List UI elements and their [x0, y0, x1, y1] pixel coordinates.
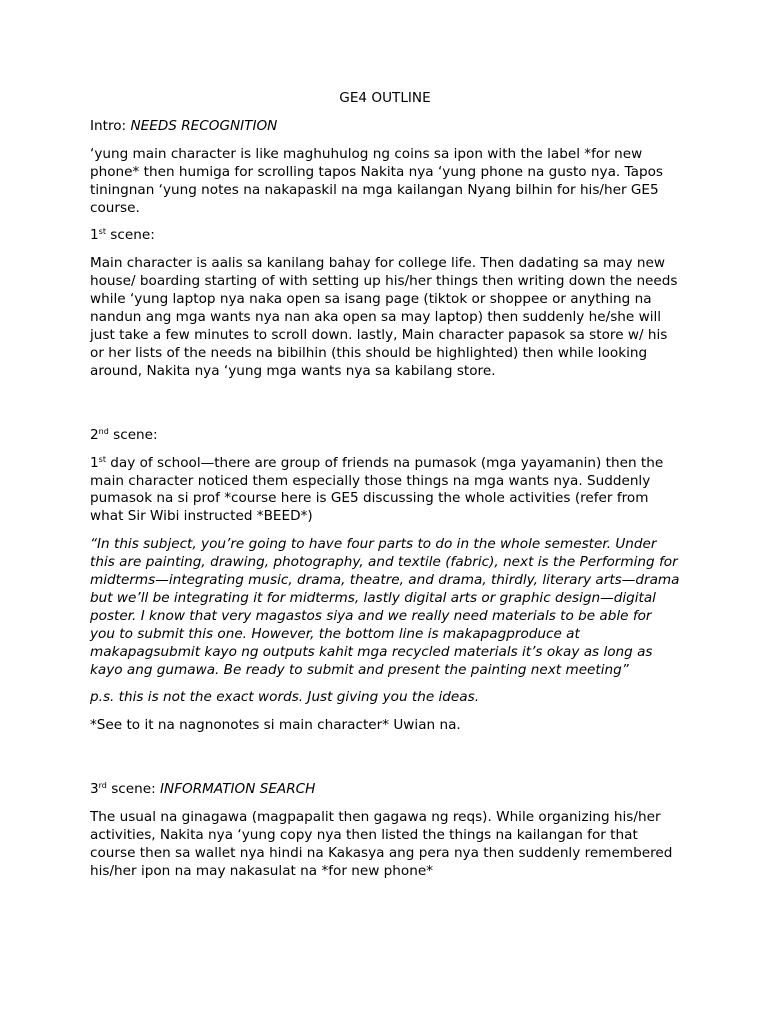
- scene1-paragraph: Main character is aalis sa kanilang bahay for college life. Then dadating sa may new house/ boarding starting of with setting up his/her things then writing down the needs while ‘yung laptop nya naka open sa isang page (tiktok or shoppee or anything na nandun ang mga wants nya nan aka open sa may laptop) then suddenly he/she will just take a few minutes to scroll down. lastly, Main character papasok sa store w/ his or her lists of the needs na bibilhin (this should be highlighted) then while looking around, Nakita nya ‘yung mga wants nya sa kabilang store.: [90, 255, 678, 379]
- scene2-day-ordinal: st: [98, 454, 106, 464]
- intro-label: Intro:: [90, 117, 131, 134]
- scene1-label: scene:: [105, 227, 155, 244]
- intro-heading: NEEDS RECOGNITION: [130, 117, 278, 134]
- scene3-paragraph: The usual na ginagawa (magpapalit then gagawa ng reqs). While organizing his/her activities, Nakita nya ‘yung copy nya then listed the things na kailangan for that course then sa wallet nya hindi na Kakasya ang pera nya then suddenly remembered his/her ipon na may nakasulat na *for new phone*: [90, 809, 673, 879]
- scene1-heading: [90, 227, 680, 245]
- intro-heading-line: [90, 118, 680, 136]
- scene2-number: 2: [90, 426, 99, 443]
- scene1-number: 1: [90, 227, 99, 244]
- scene2-text: day of school—there are group of friends na pumasok (mga yayamanin) then the main character noticed them especially those things na mga wants nya. Suddenly pumasok na si prof *course here is GE5 discussing the whole activities (refer from what Sir Wibi instructed *BEED*): [90, 454, 664, 525]
- scene2-ps-text: p.s. this is not the exact words. Just giving you the ideas.: [90, 689, 480, 706]
- scene2-day-number: 1: [90, 454, 99, 471]
- document-page: [90, 90, 680, 891]
- scene2-label: scene:: [108, 426, 158, 443]
- scene2-paragraph: [90, 455, 680, 527]
- scene2-quote-text: “In this subject, you’re going to have four parts to do in the whole semester. Under this are painting, drawing, photography, and textile (fabric), next is the Performing for midterms—integrating music, drama, theatre, and drama, thirdly, literary arts—drama but we’ll be integrating it for midterms, lastly digital arts or graphic design—digital poster. I know that very magastos siya and we really need materials to be able for you to submit this one. However, the bottom line is makapagproduce at makapagsubmit kayo ng outputs kahit mga recycled materials it’s okay as long as kayo ang gumawa. Be ready to submit and present the painting next meeting”: [90, 536, 680, 678]
- scene2-heading: [90, 427, 680, 445]
- scene3-label: scene:: [106, 781, 161, 798]
- scene2-ordinal: nd: [98, 426, 109, 436]
- scene3-ordinal: rd: [98, 781, 107, 791]
- intro-paragraph: ‘yung main character is like maghuhulog ng coins sa ipon with the label *for new phone* then humiga for scrolling tapos Nakita nya ‘yung phone na gusto nya. Tapos tiningnan ‘yung notes na nakapaskil na mga kailangan Nyang bilhin for his/her GE5 course.: [90, 145, 663, 216]
- scene3-heading-text: INFORMATION SEARCH: [160, 781, 316, 798]
- spacer: [90, 391, 680, 427]
- scene2-ps: [90, 689, 680, 707]
- scene1-ordinal: st: [98, 227, 106, 237]
- scene3-number: 3: [90, 781, 99, 798]
- scene2-quote: [90, 536, 680, 679]
- spacer: [90, 745, 680, 781]
- scene2-note: *See to it na nagnonotes si main character* Uwian na.: [90, 717, 461, 734]
- scene3-heading: [90, 781, 680, 799]
- document-title: GE4 OUTLINE: [339, 90, 431, 106]
